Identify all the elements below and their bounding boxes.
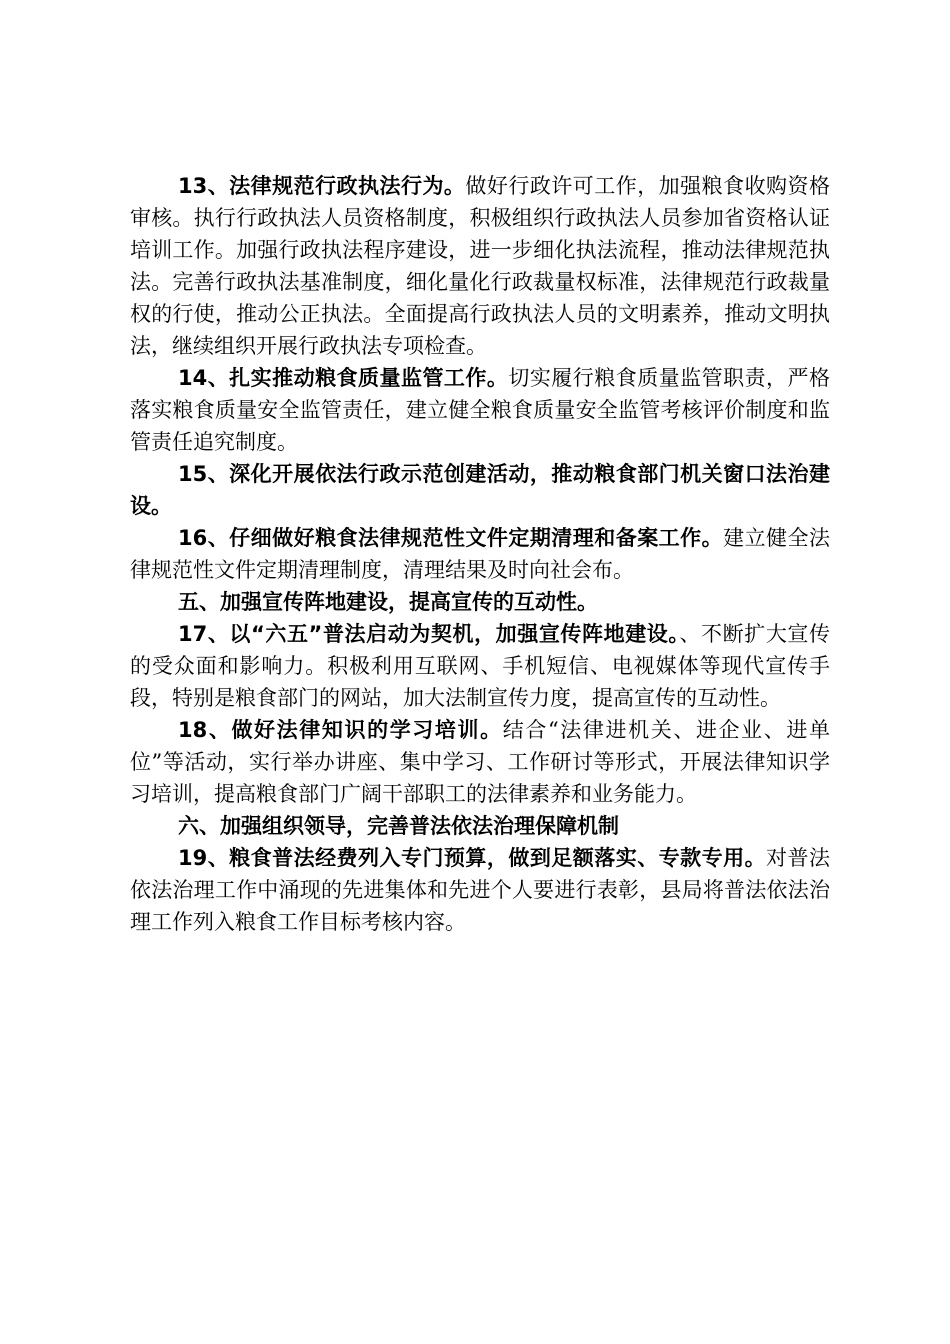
- paragraph-lead: 16、仔细做好粮食法律规范性文件定期清理和备案工作。: [178, 526, 724, 550]
- paragraph-lead: 18、做好法律知识的学习培训。: [178, 718, 503, 742]
- paragraph-lead: 19、粮食普法经费列入专门预算，做到足额落实、专款专用。: [178, 846, 767, 870]
- section-heading-5: 五、加强宣传阵地建设，提高宣传的互动性。: [178, 590, 598, 614]
- document-page: [130, 170, 830, 938]
- paragraph-18: [130, 714, 830, 810]
- paragraph-body: 对普法依法治理工作中涌现的先进集体和先进个人要进行表彰，县局将普法依法治理工作列入粮食工作目标考核内容。: [130, 846, 830, 934]
- paragraph-17: [130, 618, 830, 714]
- paragraph-body: 切实履行粮食质量监管职责，严格落实粮食质量安全监管责任，建立健全粮食质量安全监管考核评价制度和监管责任追究制度。: [130, 366, 830, 454]
- paragraph-15: [130, 458, 830, 522]
- paragraph-body: 建立健全法律规范性文件定期清理制度，清理结果及时向社会布。: [130, 526, 830, 582]
- paragraph-13: [130, 170, 830, 362]
- paragraph-lead: 15、深化开展依法行政示范创建活动，推动粮食部门机关窗口法治建设。: [130, 462, 830, 518]
- paragraph-body: 、不断扩大宣传的受众面和影响力。积极利用互联网、手机短信、电视媒体等现代宣传手段，特别是粮食部门的网站，加大法制宣传力度，提高宣传的互动性。: [130, 622, 831, 710]
- paragraph-body: 做好行政许可工作，加强粮食收购资格审核。执行行政执法人员资格制度，积极组织行政执法人员参加省资格认证培训工作。加强行政执法程序建设，进一步细化执法流程，推动法律规范执法。完善行政执法基准制度，细化量化行政裁量权标准，法律规范行政裁量权的行使，推动公正执法。全面提高行政执法人员的文明素养，推动文明执法，继续组织开展行政执法专项检查。: [130, 174, 830, 358]
- paragraph-lead: 14、扎实推动粮食质量监管工作。: [178, 366, 509, 390]
- paragraph-14: [130, 362, 830, 458]
- paragraph-16: [130, 522, 830, 586]
- paragraph-body: 结合“法律进机关、进企业、进单位”等活动，实行举办讲座、集中学习、工作研讨等形式，开展法律知识学习培训，提高粮食部门广阔干部职工的法律素养和业务能力。: [130, 718, 830, 806]
- paragraph-lead: 17、以“六五”普法启动为契机，加强宣传阵地建设。: [178, 622, 680, 646]
- paragraph-19: [130, 842, 830, 938]
- paragraph-lead: 13、法律规范行政执法行为。: [178, 174, 466, 198]
- section-heading-6: 六、加强组织领导，完善普法依法治理保障机制: [178, 814, 619, 838]
